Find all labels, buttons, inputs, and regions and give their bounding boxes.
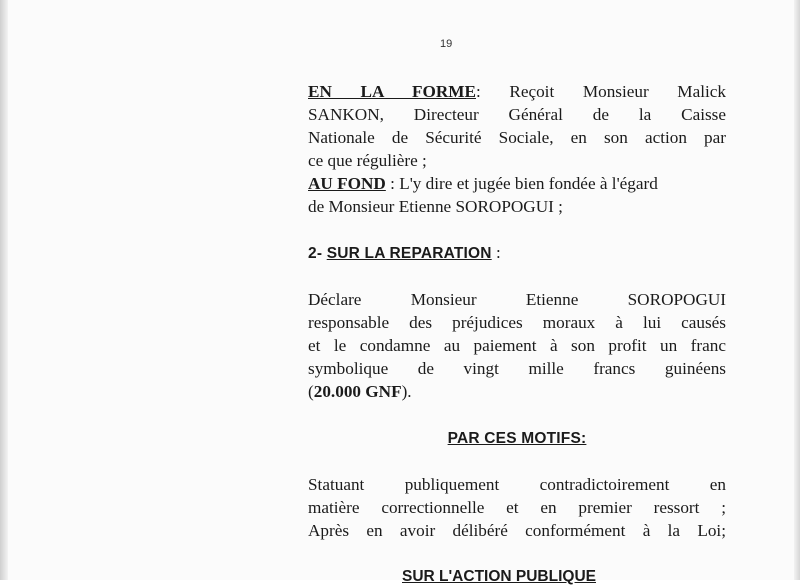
forme-line-1-rest: : Reçoit Monsieur Malick (475, 82, 726, 101)
fond-label: AU FOND (308, 174, 386, 193)
declare-line-3: et le condamne au paiement à son profit un franc (308, 336, 726, 355)
declare-line-2: responsable des préjudices moraux à lui causés (308, 313, 726, 332)
declare-line-5 (308, 380, 726, 403)
page-left-edge (0, 0, 8, 580)
page-number: 19 (440, 38, 453, 50)
fond-line-1 (308, 172, 726, 195)
motifs-title: PAR CES MOTIFS: (447, 430, 587, 447)
declare-amount: 20.000 GNF (313, 382, 402, 401)
forme-line-3: Nationale de Sécurité Sociale, en son action par (308, 128, 726, 147)
declare-line-1: Déclare Monsieur Etienne SOROPOGUI (308, 290, 726, 309)
forme-line-2: SANKON, Directeur Général de la Caisse (308, 105, 726, 124)
judgment-text (308, 80, 726, 542)
forme-line-4: ce que régulière ; (308, 151, 427, 170)
declare-open-paren: ( (308, 382, 314, 401)
fond-line-2: de Monsieur Etienne SOROPOGUI ; (308, 197, 563, 216)
motifs-heading (308, 426, 726, 450)
declare-line-4: symbolique de vingt mille francs guinéens (308, 359, 726, 378)
reparation-title: SUR LA REPARATION (326, 245, 492, 262)
page-right-edge (794, 0, 800, 580)
reparation-number: 2- (308, 245, 327, 262)
reparation-heading (308, 241, 726, 265)
statuant-line-2: matière correctionnelle et en premier ressort ; (308, 498, 726, 517)
fond-line-1-rest: : L'y dire et jugée bien fondée à l'égard (385, 174, 658, 193)
forme-label: EN LA FORME (308, 82, 476, 101)
cut-off-heading: SUR L'ACTION PUBLIQUE (402, 568, 596, 585)
statuant-line-3: Après en avoir délibéré conformément à la Loi; (308, 521, 726, 540)
declare-close: ). (401, 382, 412, 401)
forme-line-1 (308, 80, 726, 103)
reparation-suffix: : (491, 243, 501, 262)
statuant-line-1: Statuant publiquement contradictoirement en (308, 475, 726, 494)
